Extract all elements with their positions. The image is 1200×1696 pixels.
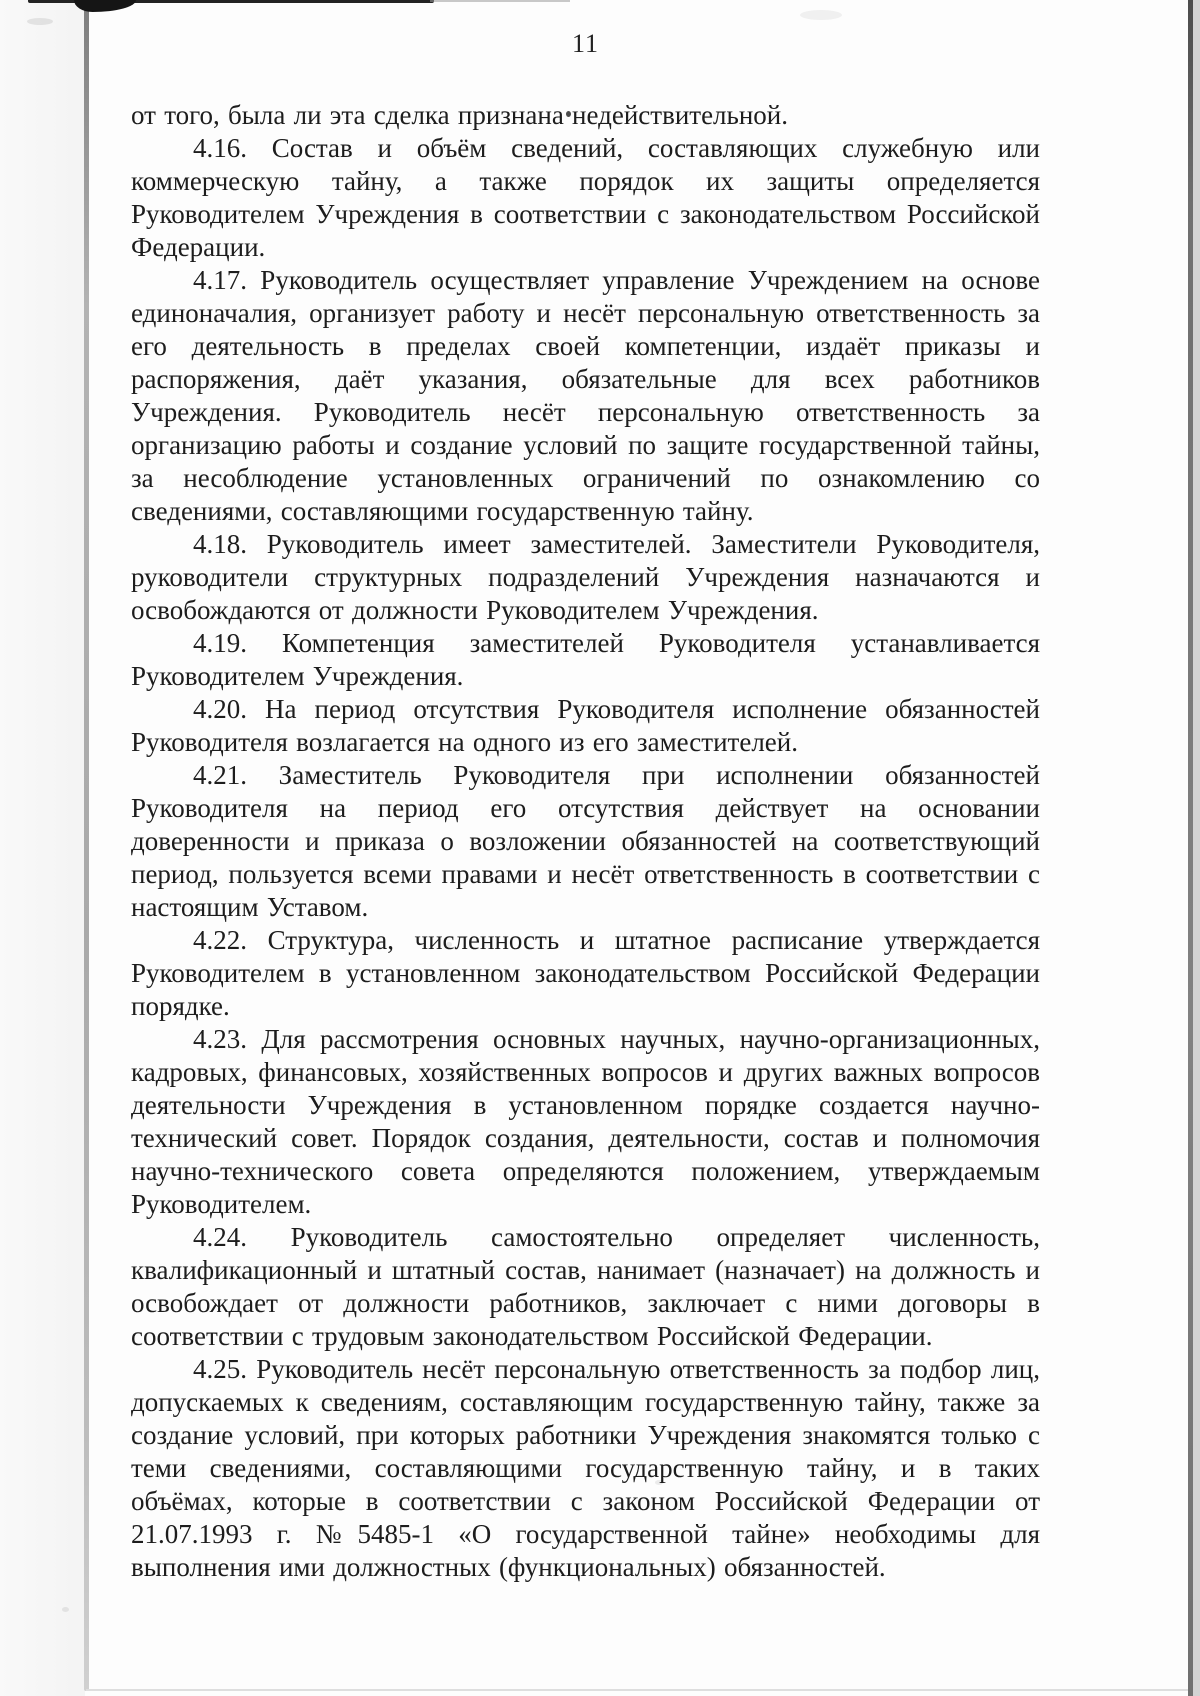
paragraph-4-19: 4.19. Компетенция заместителей Руководителя устанавливается Руководителем Учреждения. xyxy=(131,628,1040,691)
scan-bottom-edge-artifact xyxy=(86,1689,1188,1691)
scan-left-gutter xyxy=(0,0,85,1696)
paragraph-4-16: 4.16. Состав и объём сведений, составляющих служебную или коммерческую тайну, а также порядок их защиты определяется Руководителем Учреждения в соответствии с законодательством Российской Федерации. xyxy=(131,133,1040,262)
paragraph-4-24: 4.24. Руководитель самостоятельно определяет численность, квалификационный и штатный состав, нанимает (назначает) на должность и освобождает от должности работников, заключает с ними договоры в соответствии с трудовым законодательством Российской Федерации. xyxy=(131,1222,1040,1351)
document-body-text xyxy=(131,99,1040,1584)
scan-right-gutter xyxy=(1193,0,1200,1696)
scan-noise-speck xyxy=(27,18,53,25)
paragraph-4-23: 4.23. Для рассмотрения основных научных, научно-организационных, кадровых, финансовых, хозяйственных вопросов и других важных вопросов деятельности Учреждения в установленном порядке создается научно-технический совет. Порядок создания, деятельности, состав и полномочия научно-технического совета определяются положением, утверждаемым Руководителем. xyxy=(131,1024,1040,1219)
scan-noise-speck xyxy=(62,1607,69,1612)
paragraph-4-21: 4.21. Заместитель Руководителя при исполнении обязанностей Руководителя на период его отсутствия действует на основании доверенности и приказа о возложении обязанностей на соответствующий период, пользуется всеми правами и несёт ответственность в соответствии с настоящим Уставом. xyxy=(131,760,1040,922)
paragraph-4-17: 4.17. Руководитель осуществляет управление Учреждением на основе единоначалия, организует работу и несёт персональную ответственность за его деятельность в пределах своей компетенции, издаёт приказы и распоряжения, даёт указания, обязательные для всех работников Учреждения. Руководитель несёт персональную ответственность за организацию работы и создание условий по защите государственной тайны, за несоблюдение установленных ограничений по ознакомлению со сведениями, составляющими государственную тайну. xyxy=(131,265,1040,526)
scan-top-edge-artifact-fade xyxy=(430,0,570,2)
scan-left-page-edge-line xyxy=(84,0,89,1691)
scan-noise-speck xyxy=(800,10,842,20)
scan-right-page-edge-line xyxy=(1188,0,1193,1696)
paragraph-4-25: 4.25. Руководитель несёт персональную ответственность за подбор лиц, допускаемых к сведениям, составляющим государственную тайну, также за создание условий, при которых работники Учреждения знакомятся только с теми сведениями, составляющими государственную тайну, и в таких объёмах, которые в соответствии с законом Российской Федерации от 21.07.1993 г. №5485-1 «О государственной тайне» необходимы для выполнения ими должностных (функциональных) обязанностей. xyxy=(131,1354,1040,1582)
page-number: 11 xyxy=(571,29,600,58)
paragraph-continuation: от того, была ли эта сделка признана недействительной. xyxy=(131,100,788,130)
paragraph-4-20: 4.20. На период отсутствия Руководителя исполнение обязанностей Руководителя возлагается на одного из его заместителей. xyxy=(131,694,1040,757)
paragraph-4-22: 4.22. Структура, численность и штатное расписание утверждается Руководителем в установленном законодательством Российской Федерации порядке. xyxy=(131,925,1040,1021)
paragraph-4-18: 4.18. Руководитель имеет заместителей. Заместители Руководителя, руководители структурных подразделений Учреждения назначаются и освобождаются от должности Руководителем Учреждения. xyxy=(131,529,1040,625)
scan-top-corner-blob xyxy=(74,0,136,12)
